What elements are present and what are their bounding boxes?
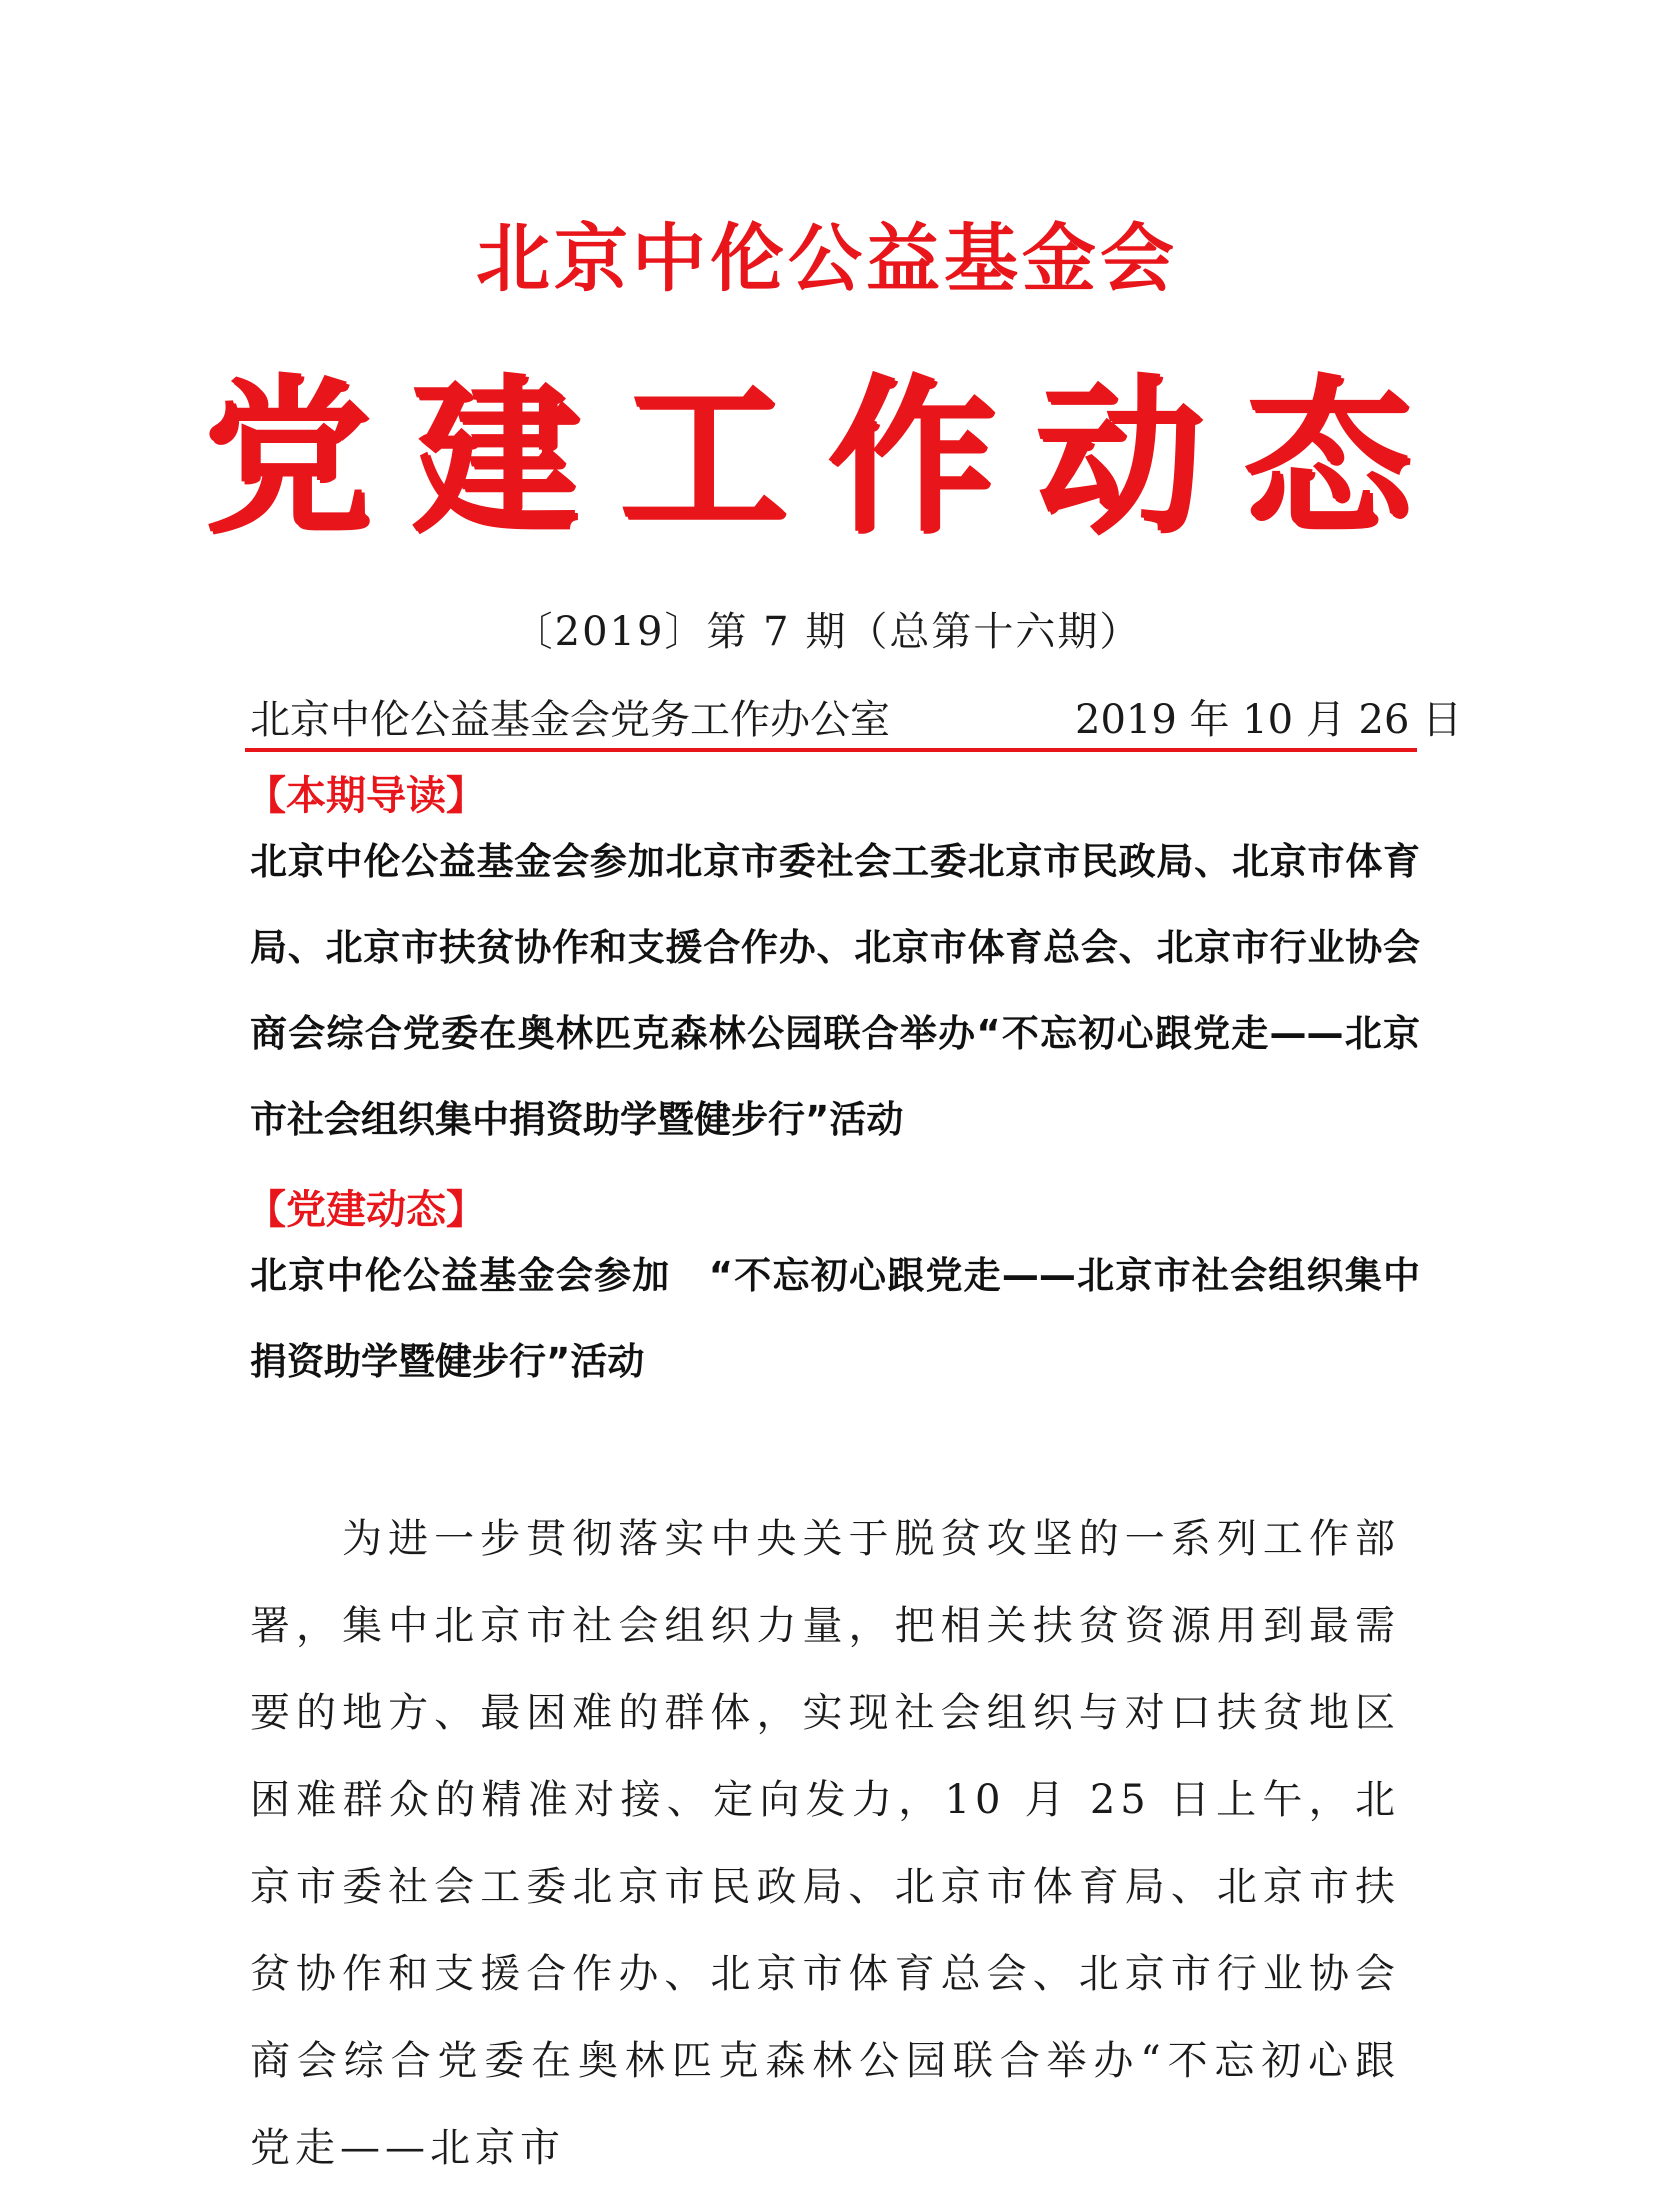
header-divider xyxy=(245,748,1417,752)
article-title: 北京中伦公益基金会参加 “不忘初心跟党走——北京市社会组织集中捐资助学暨健步行”活动 xyxy=(250,1254,1420,1383)
organization-title: 北京中伦公益基金会 xyxy=(476,216,1178,302)
intro-summary: 北京中伦公益基金会参加北京市委社会工委北京市民政局、北京市体育局、北京市扶贫协作和支援合作办、北京市体育总会、北京市行业协会商会综合党委在奥林匹克森林公园联合举办“不忘初心跟党走——北京市社会组织集中捐资助学暨健步行”活动 xyxy=(250,840,1420,1141)
issue-date: 2019 年 10 月 26 日 xyxy=(1075,697,1463,743)
publication-title: 党建工作动态 xyxy=(203,357,1451,555)
intro-heading: 【本期导读】 xyxy=(246,773,486,819)
news-heading: 【党建动态】 xyxy=(246,1187,486,1233)
article-body: 为进一步贯彻落实中央关于脱贫攻坚的一系列工作部署，集中北京市社会组织力量，把相关扶贫资源用到最需要的地方、最困难的群体，实现社会组织与对口扶贫地区困难群众的精准对接、定向发力，10 月 25 日上午，北京市委社会工委北京市民政局、北京市体育局、北京市扶贫协作和支援合作办、北京市体育总会、北京市行业协会商会综合党委在奥林匹克森林公园联合举办“不忘初心跟党走——北京市 xyxy=(250,1516,1400,2171)
issue-number: 〔2019〕第 7 期（总第十六期） xyxy=(512,609,1142,655)
sender-office: 北京中伦公益基金会党务工作办公室 xyxy=(250,697,890,743)
